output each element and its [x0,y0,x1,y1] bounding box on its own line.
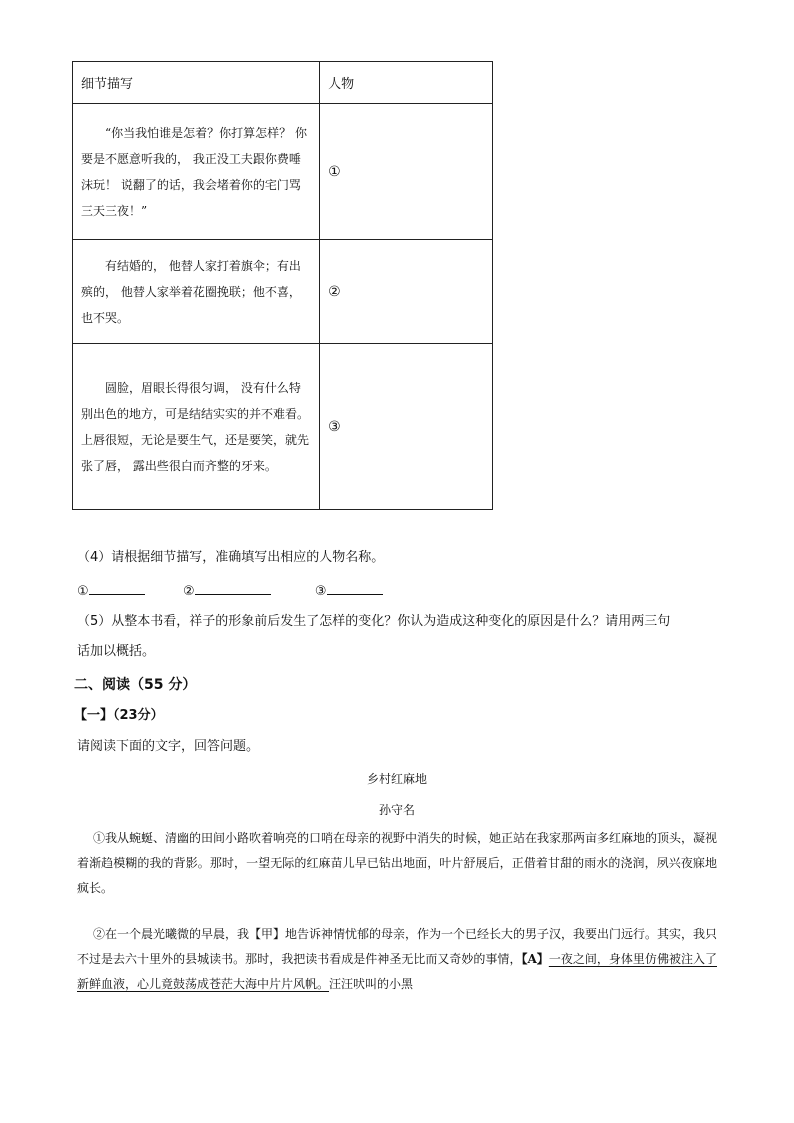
underlined-sentence-a: 一夜之间，身体里仿佛被注入了新鲜血液，心儿竟鼓荡成苍茫大海中片片风帆。 [77,952,717,991]
header-detail: 细节描写 [73,62,320,104]
paragraph-2 [77,922,717,997]
section-title: 二、阅读（55 分） [74,677,197,693]
paragraph-2-tail: 汪汪吠叫的小黑 [329,977,414,991]
blank-3[interactable] [327,580,383,595]
table-row [73,344,493,510]
header-person: 人物 [320,62,493,104]
article-title: 乡村红麻地 [366,772,427,786]
instruction: 请阅读下面的文字，回答问题。 [77,739,260,754]
detail-text: “你当我怕谁是怎着？你打算怎样？ 你要是不愿意听我的， 我正没工夫跟你费唾沫玩！ 说翻了的话，我会堵着你的宅门骂三天三夜！” [81,125,307,218]
table-header-row [73,62,493,104]
blank-2[interactable] [195,580,271,595]
question-5-line-1: （5）从整本书看，祥子的形象前后发生了怎样的变化？你认为造成这种变化的原因是什么？请用两三句 [77,614,671,629]
blank-3-label: ③ [314,584,327,599]
paragraph-2-text: ②在一个晨光曦微的早晨，我【甲】地告诉神情忧郁的母亲，作为一个已经长大的男子汉，我要出门远行。其实，我只不过是去六十里外的县城读书。那时，我把读书看成是件神圣无比而又奇妙的事情， [77,927,718,966]
blank-2-label: ② [182,584,195,599]
answer-blanks [77,580,383,602]
person-marker: ② [320,240,493,344]
paragraph-1: ①我从蜿蜒、清幽的田间小路吹着响亮的口哨在母亲的视野中消失的时候，她正站在我家那两亩多红麻地的顶头，凝视着渐趋模糊的我的背影。那时，一望无际的红麻苗儿早已钻出地面，叶片舒展后，正借着甘甜的雨水的浇润，夙兴夜寐地疯长。 [77,831,718,895]
table-row [73,240,493,344]
person-marker: ① [320,104,493,240]
detail-text: 圆脸，眉眼长得很匀调， 没有什么特别出色的地方，可是结结实实的并不难看。上唇很短，无论是要生气，还是要笑，就先张了唇， 露出些很白而齐整的牙来。 [81,380,310,473]
question-4: （4）请根据细节描写，准确填写出相应的人物名称。 [77,550,385,565]
table-row [73,104,493,240]
detail-text: 有结婚的， 他替人家打着旗伞；有出殡的， 他替人家举着花圈挽联；他不喜，也不哭。 [81,258,301,325]
part-title: 【一】（23分） [74,708,164,723]
person-marker: ③ [320,344,493,510]
blank-1[interactable] [89,580,145,595]
blank-1-label: ① [77,584,89,599]
detail-table [72,61,493,510]
question-5-line-2: 话加以概括。 [77,644,156,659]
article-author: 孙守名 [378,803,415,817]
annotation-tag-a: 【A】 [521,952,549,966]
